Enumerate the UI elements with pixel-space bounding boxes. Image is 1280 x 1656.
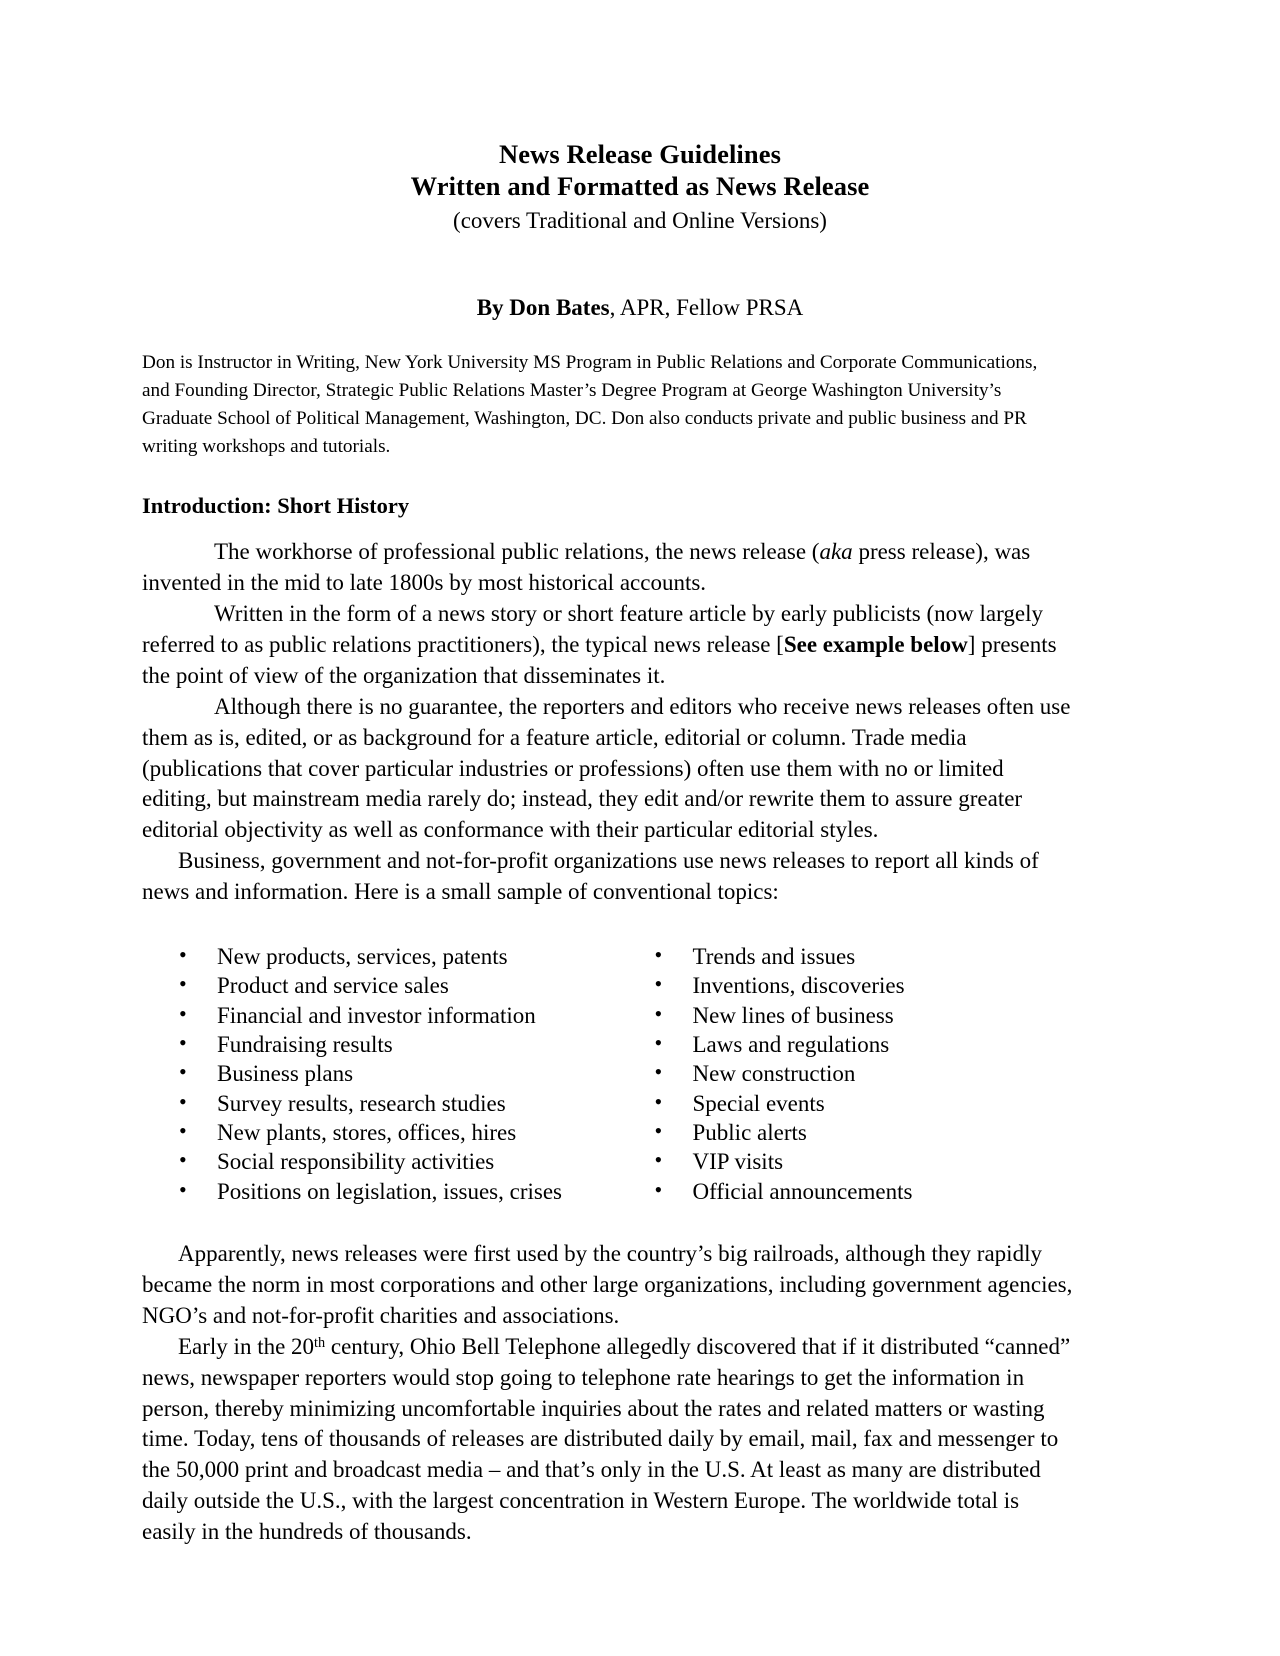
list-item: • Product and service sales xyxy=(142,971,597,1000)
paragraph-bold-see-example-below: See example below xyxy=(783,631,968,657)
list-item: • Official announcements xyxy=(623,1177,1078,1206)
list-item: • Public alerts xyxy=(623,1118,1078,1147)
paragraph-ohio-bell xyxy=(142,1332,1077,1548)
page-subtitle: (covers Traditional and Online Versions) xyxy=(453,207,827,233)
list-item: • New products, services, patents xyxy=(142,942,597,971)
list-item: • Financial and investor information xyxy=(142,1001,597,1030)
list-item: • Special events xyxy=(623,1089,1078,1118)
paragraph-no-guarantee xyxy=(142,692,1077,847)
paragraph-business-government xyxy=(142,846,1077,908)
list-item: • New plants, stores, offices, hires xyxy=(142,1118,597,1147)
paragraph-text-part-2: century, Ohio Bell Telephone allegedly discovered that if it distributed “canned” news, newspaper reporters would stop going to telephone rate hearings to get the information in person, thereby minimizing uncomfortable inquiries about the rates and related matters or wasting time. Today, tens of thousands of releases are distributed daily by email, mail, fax and messenger to the 50,000 print and broadcast media – and that’s only in the U.S. At least as many are distributed daily outside the U.S., with the largest concentration in Western Europe. The worldwide total is easily in the hundreds of thousands. xyxy=(142,1333,1071,1545)
list-item: • Business plans xyxy=(142,1059,597,1088)
list-item: • Inventions, discoveries xyxy=(623,971,1078,1000)
paragraph-written-form xyxy=(142,599,1077,692)
list-item: • Positions on legislation, issues, crises xyxy=(142,1177,597,1206)
paragraph-text: Apparently, news releases were first used by the country’s big railroads, although they rapidly became the norm in most corporations and other large organizations, including government agencies, NGO’s and not-for-profit charities and associations. xyxy=(142,1240,1073,1328)
paragraph-text: Business, government and not-for-profit organizations use news releases to report all kinds of news and information. Here is a small sample of conventional topics: xyxy=(142,848,1039,905)
topic-list-left-items xyxy=(142,942,597,1206)
byline xyxy=(0,293,1280,323)
topic-list-right-column xyxy=(597,942,1078,1206)
list-item: • VIP visits xyxy=(623,1147,1078,1176)
list-item: • Trends and issues xyxy=(623,942,1078,971)
byline-author: By Don Bates xyxy=(476,294,610,320)
paragraph-italic-aka: aka xyxy=(819,539,853,565)
superscript-ordinal-th: th xyxy=(314,1334,326,1351)
paragraph-text-part-2: press release), was invented in the mid to late 1800s by most historical accounts. xyxy=(142,539,1031,595)
page-title-line-2: Written and Formatted as News Release xyxy=(410,171,870,202)
paragraph-text-part-1: Written in the form of a news story or short feature article by early publicists (now largely referred to as public relations practitioners), the typical news release [ xyxy=(142,600,1043,657)
list-item: • New lines of business xyxy=(623,1001,1078,1030)
paragraph-text-part-1: Early in the 20 xyxy=(178,1333,315,1359)
paragraph-text-part-1: The workhorse of professional public relations, the news release ( xyxy=(214,539,820,565)
list-item: • Laws and regulations xyxy=(623,1030,1078,1059)
list-item: • Survey results, research studies xyxy=(142,1089,597,1118)
body-content xyxy=(142,537,1077,908)
topic-list-left-column xyxy=(142,942,597,1206)
body-content-closing xyxy=(142,1239,1077,1548)
title-block xyxy=(0,0,1280,236)
topic-list-right-items xyxy=(623,942,1078,1206)
list-item: • Fundraising results xyxy=(142,1030,597,1059)
list-item: • New construction xyxy=(623,1059,1078,1088)
paragraph-apparently-railroads xyxy=(142,1239,1077,1332)
paragraph-text: Although there is no guarantee, the reporters and editors who receive news releases often use them as is, edited, or as background for a feature article, editorial or column. Trade media (publications that cover particular industries or professions) often use them with no or limited editing, but mainstream media rarely do; instead, they edit and/or rewrite them to assure greater editorial objectivity as well as conformance with their particular editorial styles. xyxy=(142,693,1071,843)
section-heading-introduction: Introduction: Short History xyxy=(142,492,410,518)
page-title-line-1: News Release Guidelines xyxy=(499,139,781,169)
paragraph-workhorse xyxy=(142,537,1077,599)
author-bio: Don is Instructor in Writing, New York University MS Program in Public Relations and Corporate Communications, and Founding Director, Strategic Public Relations Master’s Degree Program at George Washington University’s Graduate School of Political Management, Washington, DC. Don also conducts private and public business and PR writing workshops and tutorials. xyxy=(142,352,1038,457)
list-item: • Social responsibility activities xyxy=(142,1147,597,1176)
byline-credentials: , APR, Fellow PRSA xyxy=(609,294,804,320)
topic-list xyxy=(142,942,1077,1206)
paragraph-text-part-2: ] presents the point of view of the organization that disseminates it. xyxy=(142,631,1057,688)
